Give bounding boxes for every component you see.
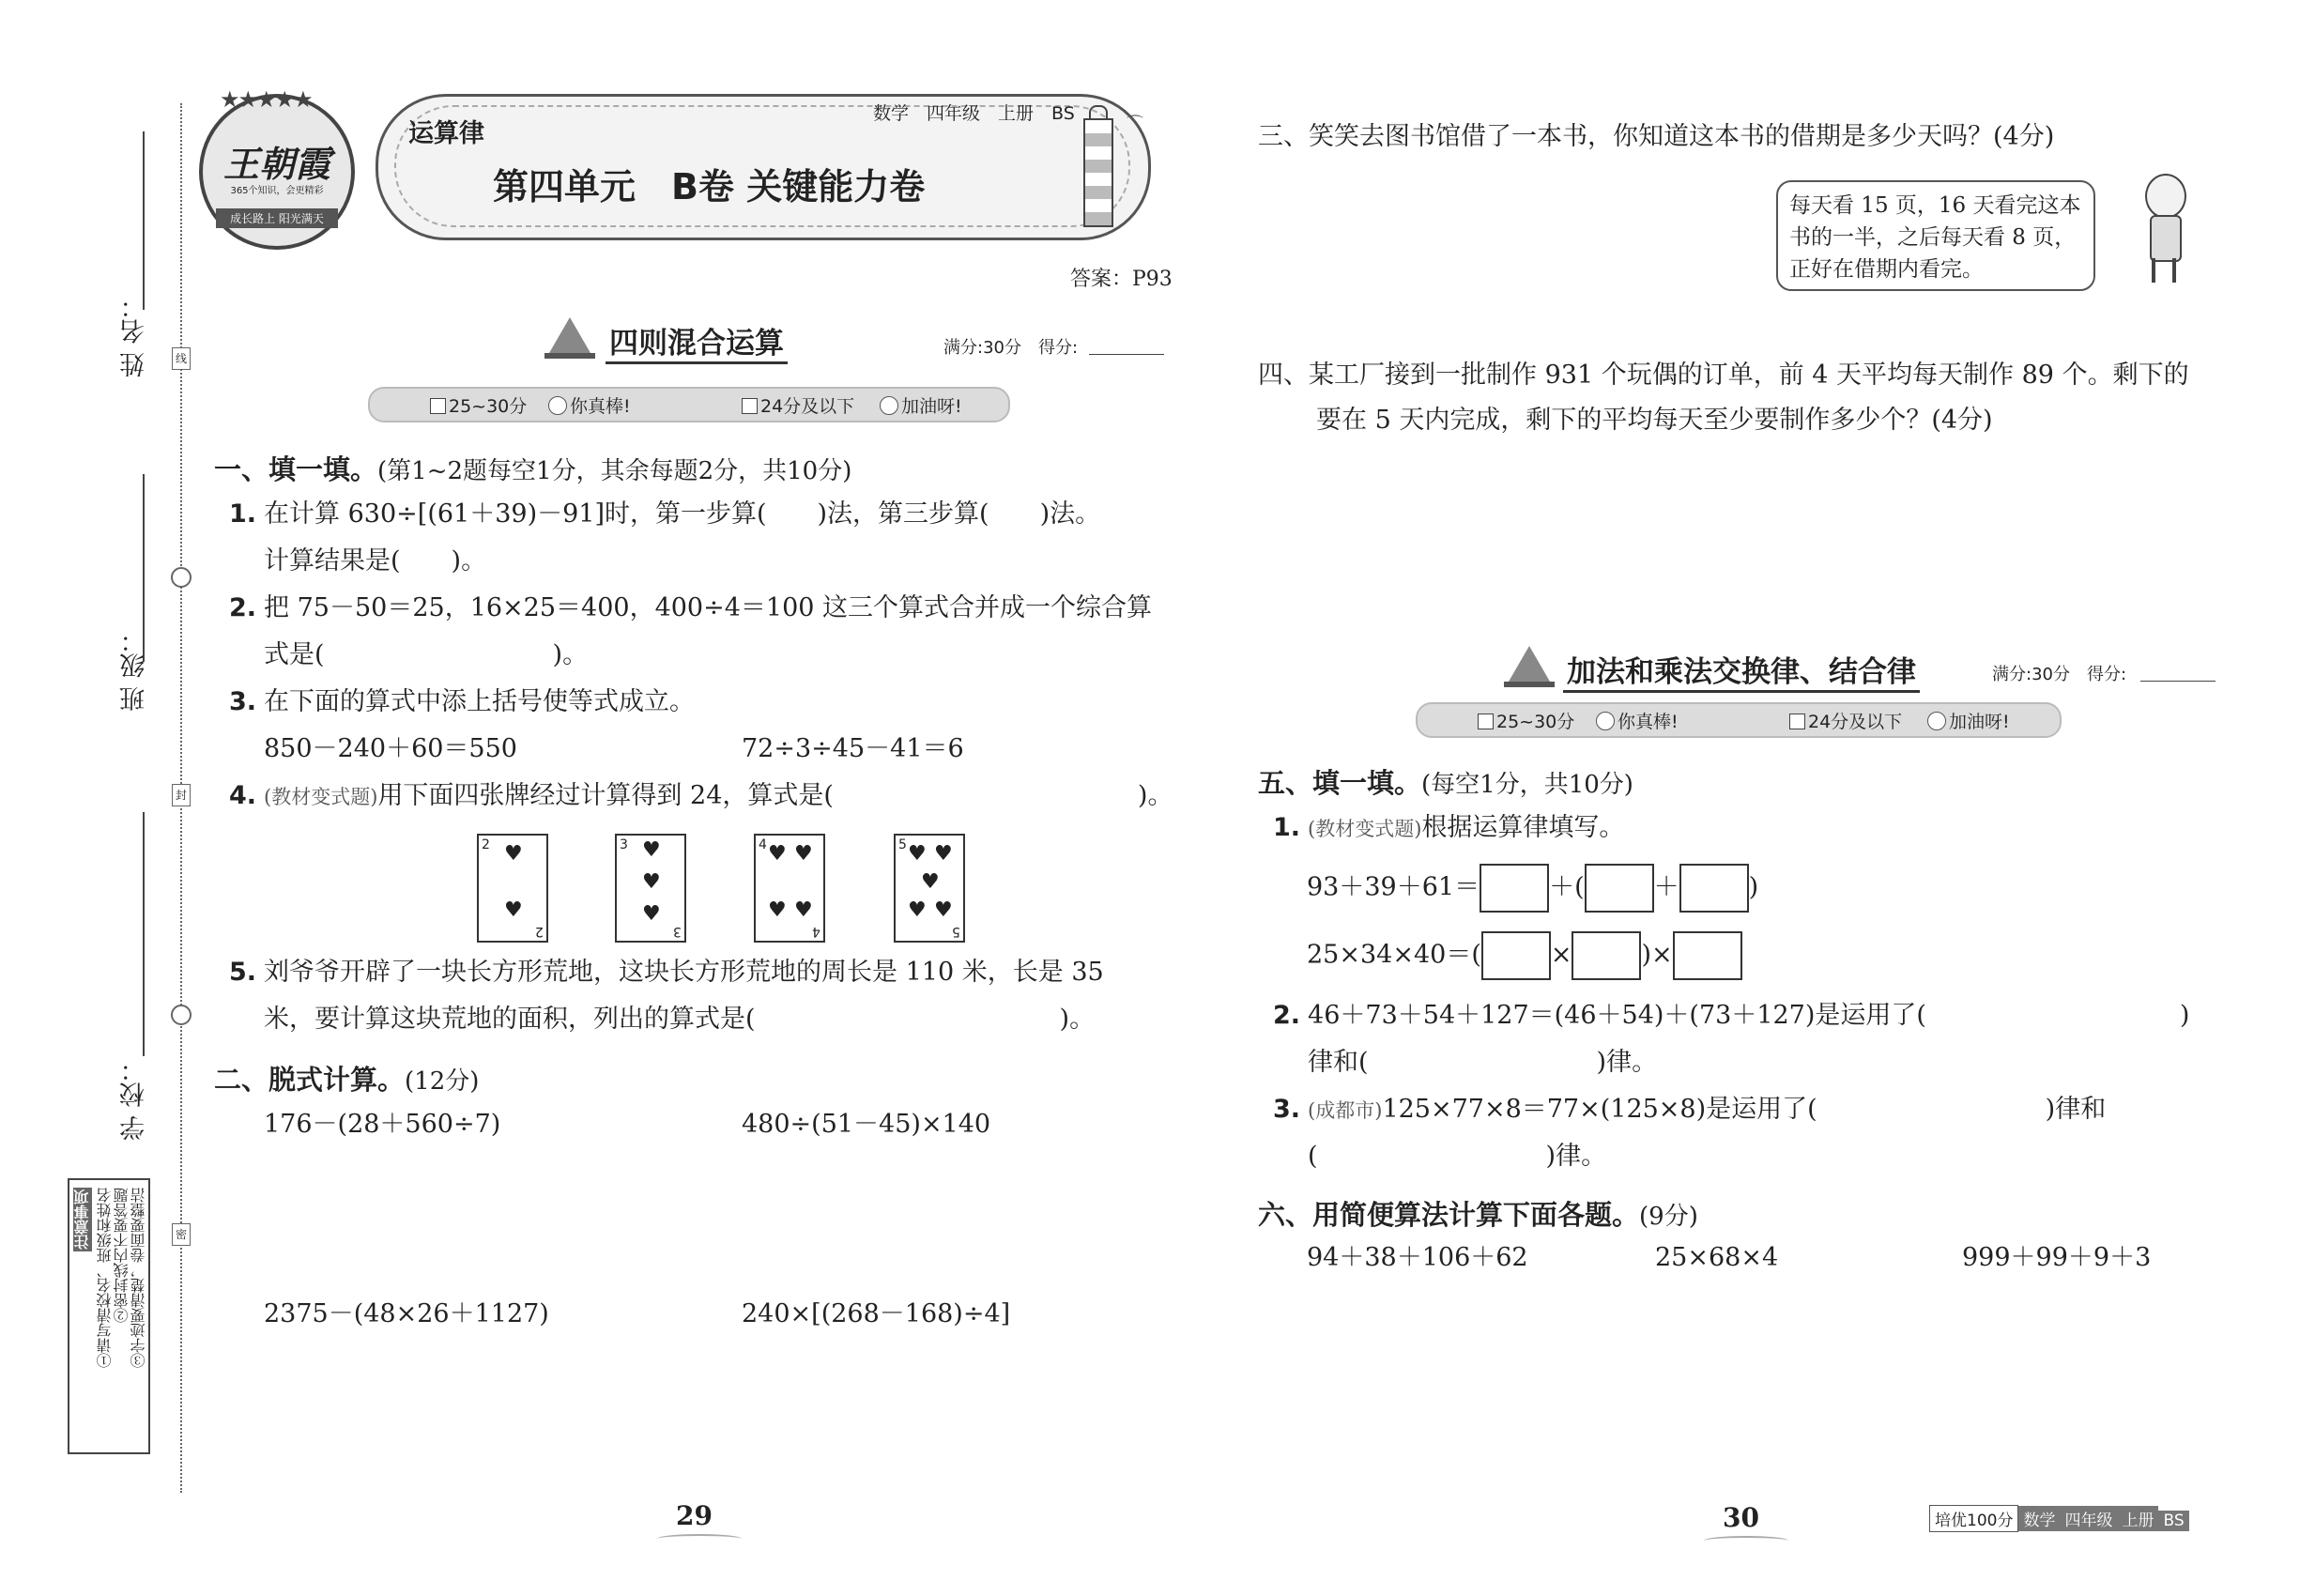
smile-icon — [1596, 712, 1615, 730]
grade-high-checkbox[interactable] — [430, 398, 446, 414]
page-wave-right — [1704, 1536, 1788, 1545]
sailboat-hull — [544, 353, 595, 359]
grade-low-checkbox[interactable] — [742, 398, 758, 414]
section2-score-blank — [2140, 681, 2216, 682]
part1-heading: 一、填一填。(第1~2题每空1分，其余每题2分，共10分) — [214, 453, 852, 485]
heart-icon: ♥ — [642, 838, 661, 862]
heart-icon: ♥ — [768, 842, 787, 866]
p2-expr4: 240×[(268－168)÷4] — [742, 1299, 1011, 1328]
lighthouse-icon — [1078, 105, 1115, 223]
card-rank: 2 — [482, 837, 490, 852]
cheer-icon — [1927, 712, 1946, 730]
heart-icon: ♥ — [908, 842, 927, 866]
grade2-high-praise: 你真棒! — [1596, 708, 1679, 733]
footer-subject: 数学 — [2018, 1506, 2060, 1531]
section1-grade-pill — [368, 387, 1010, 422]
part6-heading: 六、用简便算法计算下面各题。(9分) — [1258, 1199, 1698, 1231]
note-1: ①请写清校名、班级和姓名 — [96, 1188, 114, 1368]
header-title: 第四单元 B卷 关键能力卷 — [493, 166, 926, 207]
p1-q2-line2: 式是( )。 — [264, 640, 589, 669]
card-rank-bottom: 2 — [535, 924, 544, 939]
speech-bubble — [1776, 180, 2095, 291]
p1-q5-line2: 米，要计算这块荒地的面积，列出的算式是( )。 — [264, 1005, 1096, 1034]
p1-q3-line1: 3. 在下面的算式中添上括号使等式成立。 — [229, 687, 696, 716]
brand-logo — [199, 86, 355, 250]
seal-mark-feng: 封 — [172, 784, 191, 806]
blank-box[interactable] — [1673, 931, 1742, 980]
logo-name: 王朝霞 — [222, 144, 330, 185]
class-label: 班 级： — [120, 627, 149, 712]
footer-edition: BS — [2158, 1511, 2188, 1531]
page-wave-left — [657, 1534, 742, 1543]
footer-grade: 四年级 — [2060, 1506, 2117, 1531]
p6-expr2: 25×68×4 — [1655, 1243, 1779, 1272]
sailboat-icon — [549, 317, 590, 353]
name-line — [143, 131, 145, 310]
heart-icon: ♥ — [921, 870, 940, 894]
p2-expr3: 2375－(48×26＋1127) — [264, 1299, 549, 1328]
p6-expr3: 999＋99＋9＋3 — [1962, 1243, 2152, 1272]
bird-icon: ⌒ — [1127, 115, 1143, 134]
section2-grade-pill — [1416, 702, 2062, 738]
card-rank: 3 — [620, 837, 628, 852]
part2-heading: 二、脱式计算。(12分) — [214, 1064, 480, 1096]
card-rank-bottom: 3 — [673, 924, 682, 939]
heart-icon: ♥ — [934, 898, 953, 922]
notes-box — [68, 1178, 150, 1454]
blank-box[interactable] — [1480, 864, 1549, 913]
p5-eq1: 93＋39＋61＝ ＋( ＋ ) — [1307, 864, 1758, 913]
section2-score: 满分:30分 得分: — [1992, 665, 2127, 684]
seal-mark-xian: 线 — [172, 347, 191, 370]
part5-heading: 五、填一填。(每空1分，共10分) — [1258, 767, 1633, 799]
speech-text: 每天看 15 页，16 天看完这本书的一半，之后每天看 8 页，正好在借期内看完。 — [1789, 193, 2081, 282]
smile-icon — [548, 396, 567, 415]
name-label: 姓 名： — [120, 293, 149, 377]
p5-q3-line1: 3. (成都市)125×77×8＝77×(125×8)是运用了( )律和 — [1273, 1095, 2107, 1124]
card-rank-bottom: 4 — [812, 924, 820, 939]
school-label: 学 校： — [120, 1056, 149, 1141]
heart-icon: ♥ — [908, 898, 927, 922]
heart-icon: ♥ — [642, 902, 661, 926]
header-meta: 数学 四年级 上册 BS — [873, 103, 1075, 124]
logo-tiny-text: 365个知识，会更精彩 — [230, 186, 324, 196]
p1-q5-line1: 5. 刘爷爷开辟了一块长方形荒地，这块长方形荒地的周长是 110 米，长是 35 — [229, 958, 1104, 987]
blank-box[interactable] — [1572, 931, 1641, 980]
seal-mark-mi: 密 — [172, 1223, 191, 1246]
page-number-right: 30 — [1723, 1502, 1759, 1533]
note-3: ③字迹要清楚，卷面要整洁 — [130, 1188, 147, 1368]
school-line — [143, 812, 145, 1056]
part4-line1: 四、某工厂接到一批制作 931 个玩偶的订单，前 4 天平均每天制作 89 个。剩下的 — [1258, 361, 2189, 390]
blank-box[interactable] — [1679, 864, 1749, 913]
p2-expr1: 176－(28＋560÷7) — [264, 1110, 501, 1139]
p6-expr1: 94＋38＋106＋62 — [1307, 1243, 1528, 1272]
footer-volume: 上册 — [2117, 1506, 2158, 1531]
grade2-low-praise: 加油呀! — [1927, 708, 2010, 733]
blank-box[interactable] — [1585, 864, 1654, 913]
answer-ref: 答案：P93 — [1070, 268, 1173, 291]
binding-hole-1 — [171, 567, 192, 588]
cheer-icon — [880, 396, 898, 415]
grade2-low-checkbox[interactable] — [1789, 714, 1805, 729]
p1-q1-line2: 计算结果是( )。 — [264, 546, 487, 575]
heart-icon: ♥ — [504, 842, 523, 866]
section1-score: 满分:30分 得分: — [943, 338, 1079, 358]
section2-title: 加法和乘法交换律、结合律 — [1563, 648, 1920, 693]
logo-stars-icon: ★★★★★ — [220, 86, 312, 113]
part3-question: 三、笑笑去图书馆借了一本书，你知道这本书的借期是多少天吗？(4分) — [1258, 122, 2055, 151]
grade2-high: 25~30分 — [1478, 708, 1574, 733]
grade-high-praise: 你真棒! — [548, 392, 631, 418]
playing-card — [754, 834, 825, 943]
heart-icon: ♥ — [794, 898, 813, 922]
p5-q1: 1. (教材变式题)根据运算律填写。 — [1273, 813, 1625, 842]
part4-line2: 要在 5 天内完成，剩下的平均每天至少要制作多少个？(4分) — [1316, 406, 1993, 435]
note-2: ②密封线内不要答题 — [113, 1188, 130, 1323]
heart-icon: ♥ — [642, 870, 661, 894]
heart-icon: ♥ — [934, 842, 953, 866]
p2-expr2: 480÷(51－45)×140 — [742, 1110, 991, 1139]
blank-box[interactable] — [1481, 931, 1551, 980]
sailboat-hull-2 — [1504, 682, 1555, 687]
p5-q2-line1: 2. 46＋73＋54＋127＝(46＋54)＋(73＋127)是运用了( ) — [1273, 1001, 2190, 1030]
girl-illustration — [2131, 174, 2197, 286]
grade-low-praise: 加油呀! — [880, 392, 962, 418]
footer-brand: 培优100分 — [1929, 1505, 2018, 1532]
p5-q3-line2: ( )律。 — [1308, 1142, 1607, 1171]
logo-slogan: 成长路上 阳光满天 — [216, 208, 338, 228]
grade-high: 25~30分 — [430, 392, 527, 418]
heart-icon: ♥ — [794, 842, 813, 866]
p1-q4-line1: 4. (教材变式题)用下面四张牌经过计算得到 24，算式是( )。 — [229, 781, 1173, 810]
p1-q2-line1: 2. 把 75－50＝25，16×25＝400，400÷4＝100 这三个算式合并成一个综合算 — [229, 593, 1153, 622]
footer-tag — [1929, 1505, 2189, 1530]
grade2-high-checkbox[interactable] — [1478, 714, 1494, 729]
p1-q3-eq2: 72÷3÷45－41＝6 — [742, 734, 964, 763]
binding-hole-2 — [171, 1005, 192, 1025]
playing-card — [894, 834, 965, 943]
section1-title: 四则混合运算 — [606, 319, 788, 364]
p5-q2-line2: 律和( )律。 — [1308, 1048, 1658, 1077]
heart-icon: ♥ — [768, 898, 787, 922]
heart-icon: ♥ — [504, 898, 523, 922]
grade-low: 24分及以下 — [742, 392, 854, 418]
p5-eq2: 25×34×40＝( × )× — [1307, 931, 1742, 980]
sailboat-icon-2 — [1509, 646, 1550, 682]
playing-card — [477, 834, 548, 943]
p1-q1-line1: 1. 在计算 630÷[(61＋39)－91]时，第一步算( )法，第三步算( )法。 — [229, 499, 1101, 529]
playing-card — [615, 834, 686, 943]
page-number-left: 29 — [676, 1500, 713, 1531]
card-rank-bottom: 5 — [952, 924, 960, 939]
p1-q3-eq1: 850－240＋60＝550 — [264, 734, 517, 763]
section1-score-blank — [1089, 354, 1164, 355]
header-category: 运算律 — [408, 119, 484, 148]
notes-title: 注意事项 — [73, 1189, 91, 1250]
card-rank: 5 — [898, 837, 907, 852]
card-rank: 4 — [759, 837, 767, 852]
grade2-low: 24分及以下 — [1789, 708, 1902, 733]
